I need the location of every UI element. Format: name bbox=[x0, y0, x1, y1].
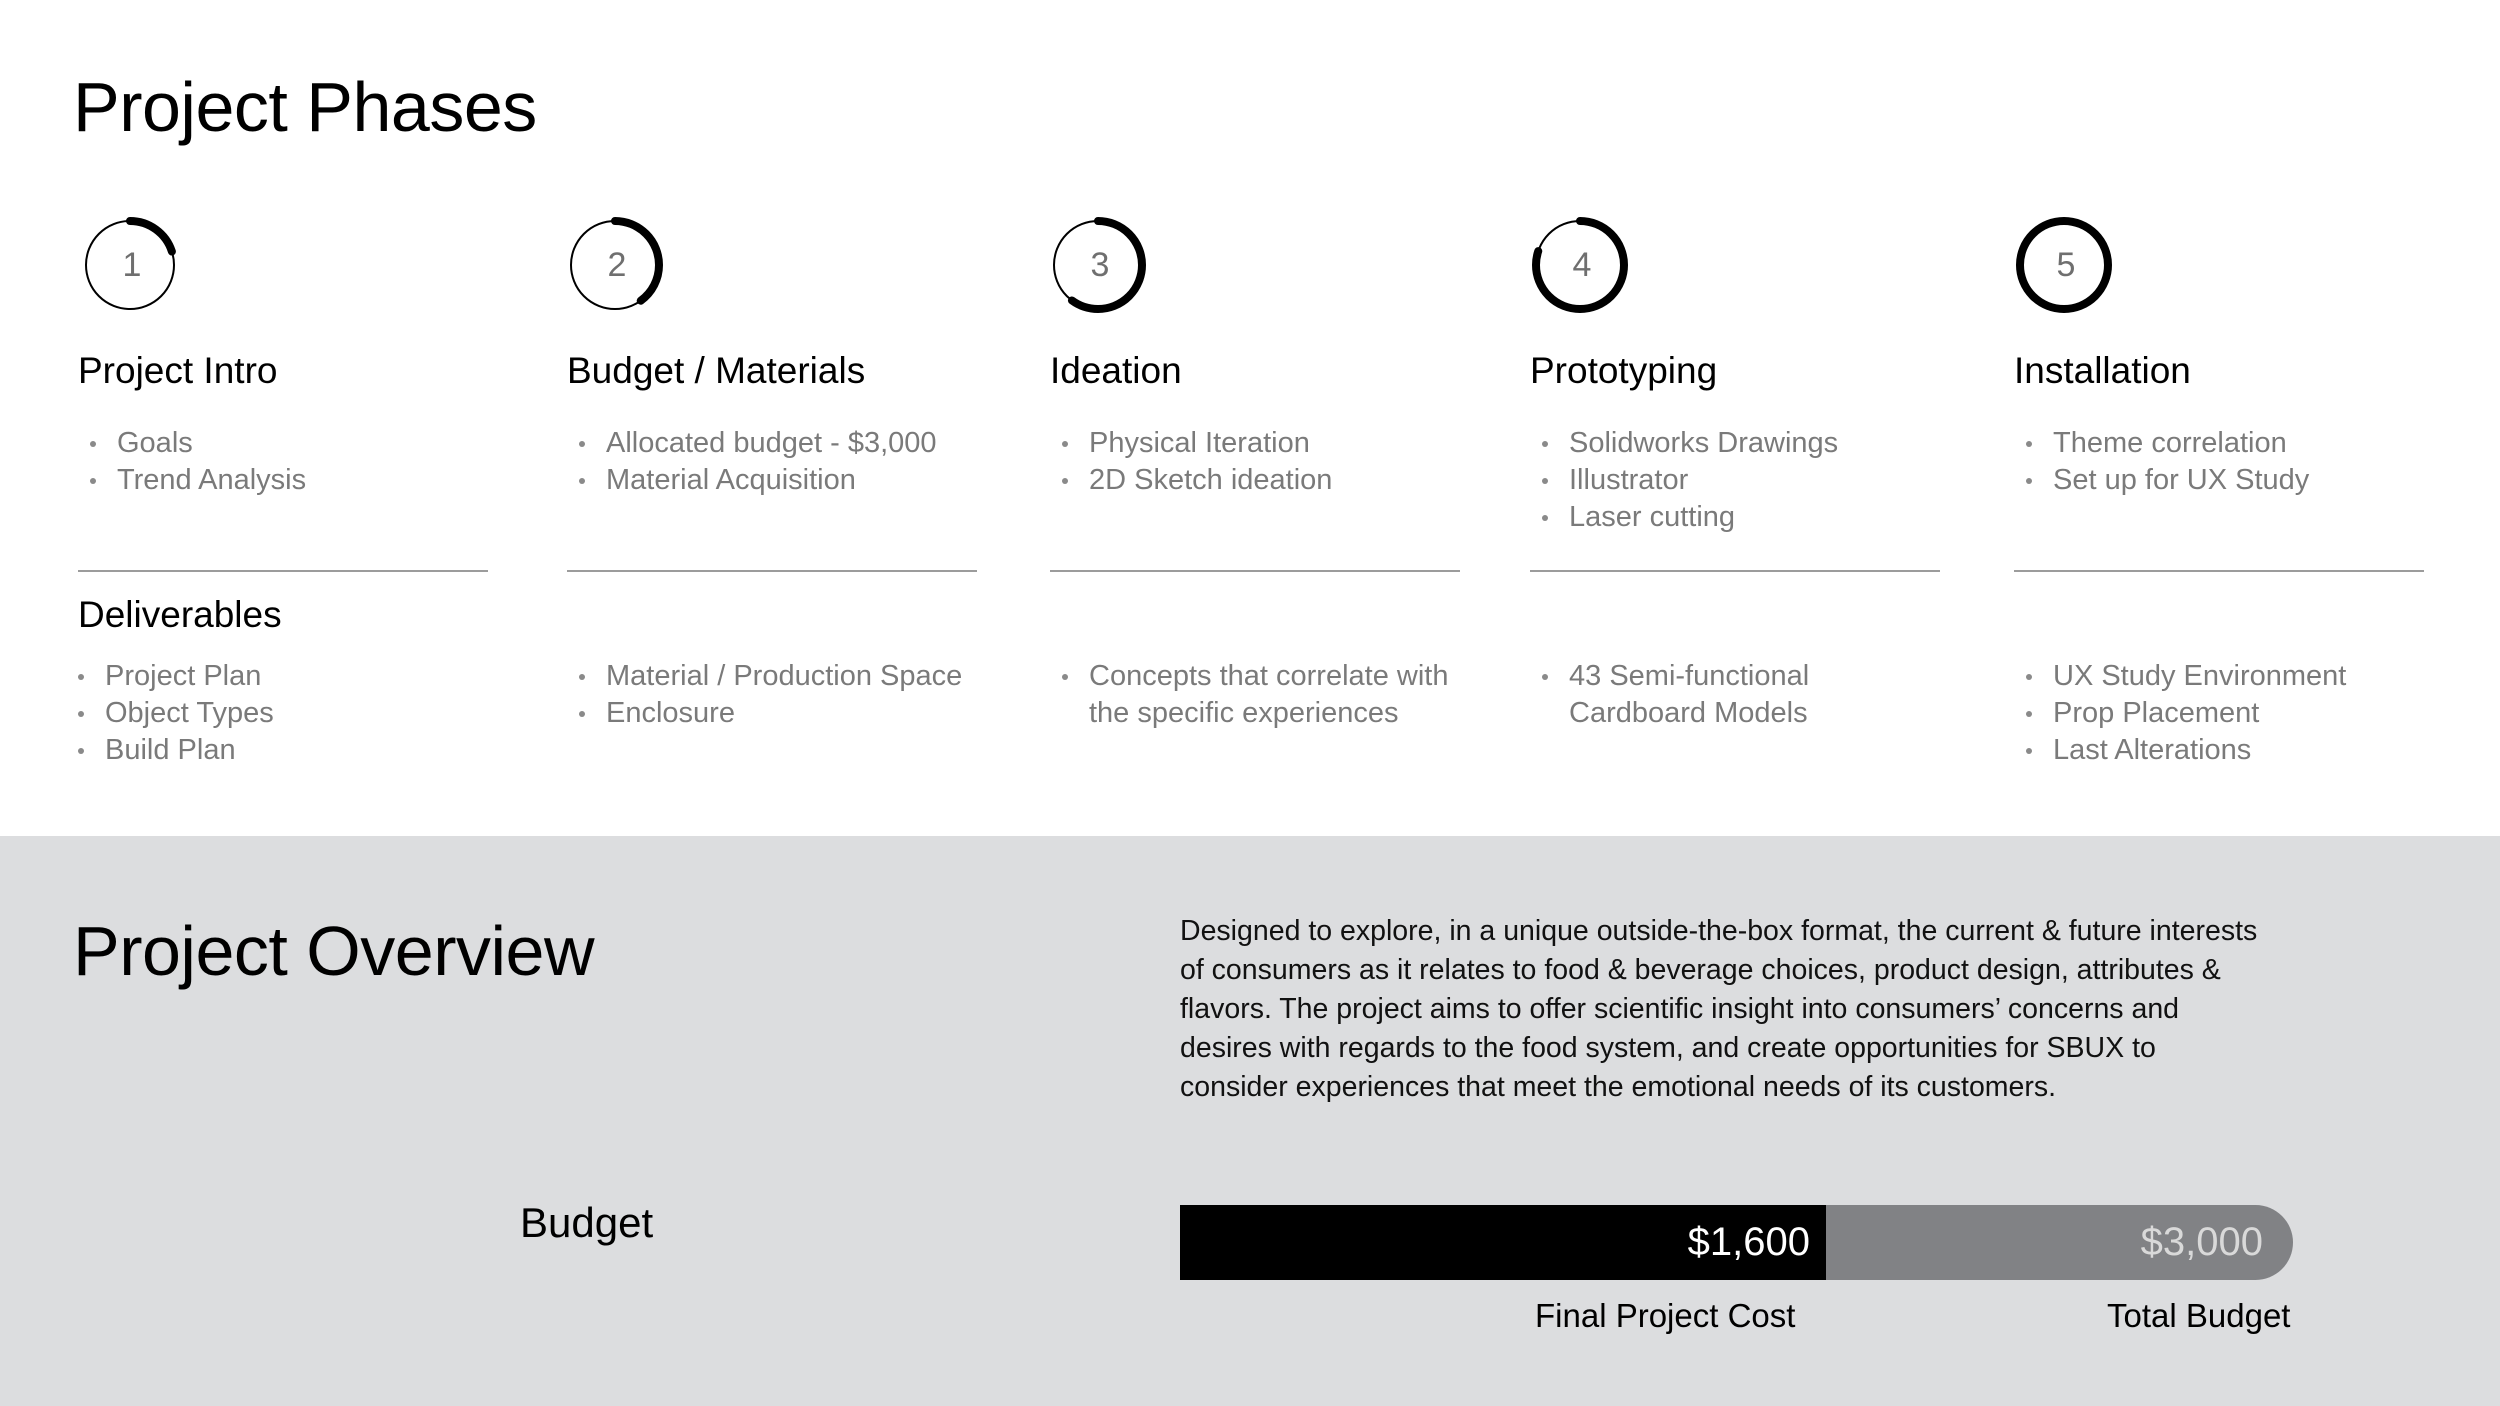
list-item: 2D Sketch ideation bbox=[1050, 462, 1332, 499]
phase-divider bbox=[2014, 570, 2424, 572]
phase-number: 3 bbox=[1090, 245, 1110, 284]
list-item: Solidworks Drawings bbox=[1530, 425, 1838, 462]
phase-items-list bbox=[1530, 425, 1838, 536]
phase-column-5 bbox=[2014, 215, 2424, 785]
list-item: Physical Iteration bbox=[1050, 425, 1332, 462]
list-item: 43 Semi-functional bbox=[1530, 658, 1809, 695]
list-item: Enclosure bbox=[567, 695, 962, 732]
phase-progress-ring bbox=[80, 215, 180, 315]
final-cost-caption: Final Project Cost bbox=[1535, 1297, 1796, 1334]
deliverables-list bbox=[2014, 658, 2346, 769]
phase-items-list bbox=[78, 425, 306, 499]
phase-column-2 bbox=[567, 215, 977, 785]
final-cost-value: $1,600 bbox=[1687, 1220, 1810, 1264]
deliverables-list bbox=[1050, 658, 1448, 732]
overview-description: Designed to explore, in a unique outside-the-box format, the current & future interests of consumers as it relates to food & beverage choices, product design, attributes & flavors. The project aims to offer scientific insight into consumers’ concerns and desires with regards to the food system, and create opportunities for SBUX to consider experiences that meet the emotional needs of its customers. bbox=[1180, 915, 2258, 1103]
total-budget-value: $3,000 bbox=[2140, 1220, 2263, 1264]
budget-label: Budget bbox=[520, 1199, 654, 1246]
phase-title: Prototyping bbox=[1530, 350, 1718, 391]
list-item: Cardboard Models bbox=[1569, 697, 1808, 729]
list-item: Illustrator bbox=[1530, 462, 1838, 499]
phase-items-list bbox=[567, 425, 937, 499]
phase-progress-ring bbox=[2014, 215, 2114, 315]
deliverables-heading: Deliverables bbox=[78, 594, 282, 635]
list-item: Last Alterations bbox=[2014, 732, 2346, 769]
phase-number: 2 bbox=[607, 245, 627, 284]
phase-items-list bbox=[1050, 425, 1332, 499]
list-item: Laser cutting bbox=[1530, 499, 1838, 536]
deliverables-list bbox=[567, 658, 962, 732]
list-item: Trend Analysis bbox=[78, 462, 306, 499]
phase-column-1 bbox=[78, 215, 488, 785]
phase-progress-ring bbox=[1530, 215, 1630, 315]
phase-divider bbox=[567, 570, 977, 572]
list-item: Prop Placement bbox=[2014, 695, 2346, 732]
list-item: Object Types bbox=[66, 695, 274, 732]
list-item: Build Plan bbox=[66, 732, 274, 769]
phase-number: 1 bbox=[122, 245, 142, 284]
list-item: Goals bbox=[78, 425, 306, 462]
list-item: Project Plan bbox=[66, 658, 274, 695]
phase-column-3 bbox=[1050, 215, 1460, 785]
overview-title: Project Overview bbox=[73, 912, 595, 990]
list-item: Material / Production Space bbox=[567, 658, 962, 695]
phase-number: 4 bbox=[1572, 245, 1592, 284]
phase-title: Installation bbox=[2014, 350, 2191, 391]
phase-progress-ring bbox=[565, 215, 665, 315]
page-title: Project Phases bbox=[73, 68, 537, 146]
list-item: the specific experiences bbox=[1089, 697, 1399, 729]
phase-divider bbox=[78, 570, 488, 572]
phase-title: Project Intro bbox=[78, 350, 278, 391]
phase-number: 5 bbox=[2056, 245, 2076, 284]
phase-column-4 bbox=[1530, 215, 1940, 785]
phase-title: Budget / Materials bbox=[567, 350, 866, 391]
phase-title: Ideation bbox=[1050, 350, 1182, 391]
list-item: Concepts that correlate with bbox=[1050, 658, 1448, 695]
deliverables-list bbox=[1530, 658, 1809, 732]
list-item: Material Acquisition bbox=[567, 462, 937, 499]
list-item: Set up for UX Study bbox=[2014, 462, 2309, 499]
deliverables-list bbox=[66, 658, 274, 769]
phase-progress-ring bbox=[1048, 215, 1148, 315]
list-item: Allocated budget - $3,000 bbox=[567, 425, 937, 462]
final-cost-bar bbox=[1180, 1205, 1826, 1280]
phase-divider bbox=[1530, 570, 1940, 572]
list-item: Theme correlation bbox=[2014, 425, 2309, 462]
list-item: UX Study Environment bbox=[2014, 658, 2346, 695]
phase-divider bbox=[1050, 570, 1460, 572]
total-budget-caption: Total Budget bbox=[2107, 1297, 2291, 1334]
phase-items-list bbox=[2014, 425, 2309, 499]
